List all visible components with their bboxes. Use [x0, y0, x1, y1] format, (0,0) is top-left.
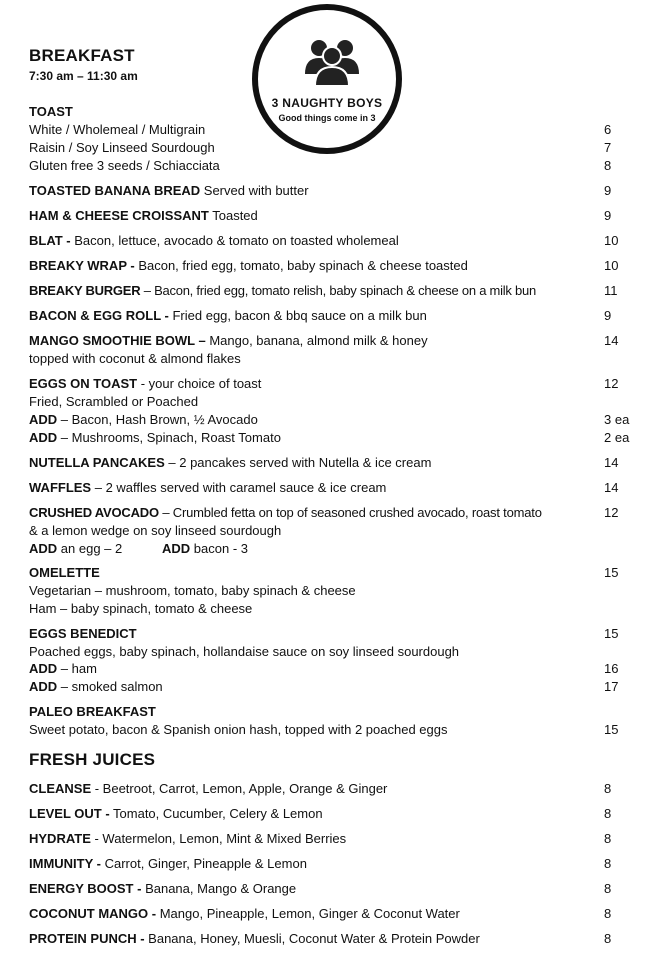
breakfast-heading: BREAKFAST	[29, 46, 135, 65]
item-desc: – 2 waffles served with caramel sauce & ice cream	[91, 480, 387, 495]
add-label: ADD	[29, 661, 58, 676]
juice-price: 8	[604, 781, 612, 796]
add-label: ADD	[162, 541, 191, 556]
item-name: WAFFLES	[29, 480, 92, 495]
juice-desc: Banana, Mango & Orange	[141, 881, 297, 896]
item-price: 12	[604, 376, 619, 391]
item-desc: – Bacon, fried egg, tomato relish, baby spinach & cheese on a milk bun	[140, 283, 536, 298]
juice-item	[29, 830, 346, 848]
item-price: 15	[604, 565, 619, 580]
item-desc-line: & a lemon wedge on soy linseed sourdough	[29, 523, 282, 538]
juice-price: 8	[604, 831, 612, 846]
add-text: bacon - 3	[190, 541, 248, 556]
logo-badge	[252, 4, 402, 154]
add-on	[162, 540, 248, 558]
three-people-icon	[303, 38, 361, 88]
item-name: TOASTED BANANA BREAD	[29, 183, 201, 198]
juice-price: 8	[604, 856, 612, 871]
item-price: 10	[604, 258, 619, 273]
item-name: EGGS ON TOAST	[29, 376, 138, 391]
item-price: 11	[604, 283, 618, 298]
menu-item	[29, 307, 427, 325]
add-label: ADD	[29, 430, 58, 445]
toast-option: Gluten free 3 seeds / Schiacciata	[29, 158, 220, 173]
menu-item	[29, 257, 468, 275]
juice-item	[29, 880, 296, 898]
breakfast-hours: 7:30 am – 11:30 am	[29, 69, 138, 83]
juice-desc: - Watermelon, Lemon, Mint & Mixed Berries	[90, 831, 347, 846]
juices-heading: FRESH JUICES	[29, 750, 156, 769]
juice-price: 8	[604, 881, 612, 896]
toast-option-price: 7	[604, 140, 612, 155]
item-desc: Bacon, fried egg, tomato, baby spinach & cheese toasted	[134, 258, 468, 273]
toast-option-price: 6	[604, 122, 612, 137]
menu-item	[29, 504, 542, 522]
juice-name: ENERGY BOOST -	[29, 881, 142, 896]
juice-item	[29, 780, 387, 798]
juice-desc: Tomato, Cucumber, Celery & Lemon	[109, 806, 323, 821]
menu-item	[29, 232, 399, 250]
juice-desc: - Beetroot, Carrot, Lemon, Apple, Orange & Ginger	[91, 781, 388, 796]
juice-name: CLEANSE	[29, 781, 92, 796]
item-desc-line: topped with coconut & almond flakes	[29, 351, 241, 366]
add-text: an egg – 2	[57, 541, 123, 556]
juice-item	[29, 905, 460, 923]
item-price: 10	[604, 233, 619, 248]
toast-title: TOAST	[29, 104, 73, 119]
item-price: 9	[604, 183, 612, 198]
item-name: BREAKY BURGER	[29, 283, 141, 298]
item-desc: Bacon, lettuce, avocado & tomato on toasted wholemeal	[70, 233, 399, 248]
add-on-price: 3 ea	[604, 412, 630, 427]
add-text: – ham	[57, 661, 97, 676]
item-name: OMELETTE	[29, 565, 100, 580]
item-desc: Toasted	[208, 208, 258, 223]
juice-name: PROTEIN PUNCH -	[29, 931, 145, 946]
item-price: 9	[604, 308, 612, 323]
add-text: – Bacon, Hash Brown, ½ Avocado	[57, 412, 258, 427]
item-name: NUTELLA PANCAKES	[29, 455, 165, 470]
add-on	[29, 660, 97, 678]
add-label: ADD	[29, 541, 58, 556]
item-desc: – 2 pancakes served with Nutella & ice cream	[164, 455, 432, 470]
add-label: ADD	[29, 679, 58, 694]
add-on-price: 16	[604, 661, 619, 676]
toast-option-price: 8	[604, 158, 612, 173]
item-desc: Fried egg, bacon & bbq sauce on a milk bun	[168, 308, 427, 323]
item-desc-line: Vegetarian – mushroom, tomato, baby spinach & cheese	[29, 583, 356, 598]
item-name: CRUSHED AVOCADO	[29, 505, 159, 520]
item-name: HAM & CHEESE CROISSANT	[29, 208, 209, 223]
menu-item	[29, 282, 536, 300]
menu-item	[29, 375, 261, 393]
item-price: 15	[604, 626, 619, 641]
menu-item	[29, 207, 258, 225]
item-desc-line: Sweet potato, bacon & Spanish onion hash, topped with 2 poached eggs	[29, 722, 448, 737]
item-price: 14	[604, 333, 619, 348]
add-on	[29, 429, 281, 447]
item-desc: Served with butter	[200, 183, 309, 198]
item-desc-line: Poached eggs, baby spinach, hollandaise sauce on soy linseed sourdough	[29, 644, 460, 659]
juice-item	[29, 855, 307, 873]
juice-desc: Mango, Pineapple, Lemon, Ginger & Coconut Water	[156, 906, 460, 921]
menu-item	[29, 332, 428, 350]
item-name: BACON & EGG ROLL -	[29, 308, 169, 323]
juice-name: LEVEL OUT -	[29, 806, 110, 821]
add-on	[29, 411, 258, 429]
item-desc: – Crumbled fetta on top of seasoned crushed avocado, roast tomato	[158, 505, 542, 520]
juice-price: 8	[604, 806, 612, 821]
item-desc: - your choice of toast	[137, 376, 262, 391]
juice-name: HYDRATE	[29, 831, 91, 846]
juice-item	[29, 930, 480, 948]
toast-option: White / Wholemeal / Multigrain	[29, 122, 206, 137]
juice-price: 8	[604, 906, 612, 921]
juice-name: IMMUNITY -	[29, 856, 101, 871]
add-on	[29, 540, 122, 558]
juice-price: 8	[604, 931, 612, 946]
item-desc: Mango, banana, almond milk & honey	[205, 333, 428, 348]
logo-tagline: Good things come in 3	[278, 113, 376, 123]
juice-item	[29, 805, 323, 823]
item-name: BLAT -	[29, 233, 71, 248]
item-name: EGGS BENEDICT	[29, 626, 137, 641]
logo-name: 3 NAUGHTY BOYS	[271, 96, 383, 110]
item-price: 14	[604, 480, 619, 495]
item-price: 15	[604, 722, 619, 737]
item-desc-line: Ham – baby spinach, tomato & cheese	[29, 601, 253, 616]
add-label: ADD	[29, 412, 58, 427]
item-desc-line: Fried, Scrambled or Poached	[29, 394, 199, 409]
toast-option: Raisin / Soy Linseed Sourdough	[29, 140, 215, 155]
menu-item	[29, 182, 309, 200]
add-text: – smoked salmon	[57, 679, 163, 694]
item-name: BREAKY WRAP -	[29, 258, 135, 273]
juice-desc: Banana, Honey, Muesli, Coconut Water & Protein Powder	[144, 931, 480, 946]
add-on-price: 2 ea	[604, 430, 630, 445]
item-name: MANGO SMOOTHIE BOWL –	[29, 333, 206, 348]
item-price: 14	[604, 455, 619, 470]
add-on-price: 17	[604, 679, 619, 694]
add-text: – Mushrooms, Spinach, Roast Tomato	[57, 430, 281, 445]
juice-name: COCONUT MANGO -	[29, 906, 157, 921]
item-name: PALEO BREAKFAST	[29, 704, 156, 719]
menu-item	[29, 479, 386, 497]
item-price: 12	[604, 505, 619, 520]
add-on	[29, 678, 163, 696]
menu-item	[29, 454, 431, 472]
juice-desc: Carrot, Ginger, Pineapple & Lemon	[100, 856, 307, 871]
item-price: 9	[604, 208, 612, 223]
